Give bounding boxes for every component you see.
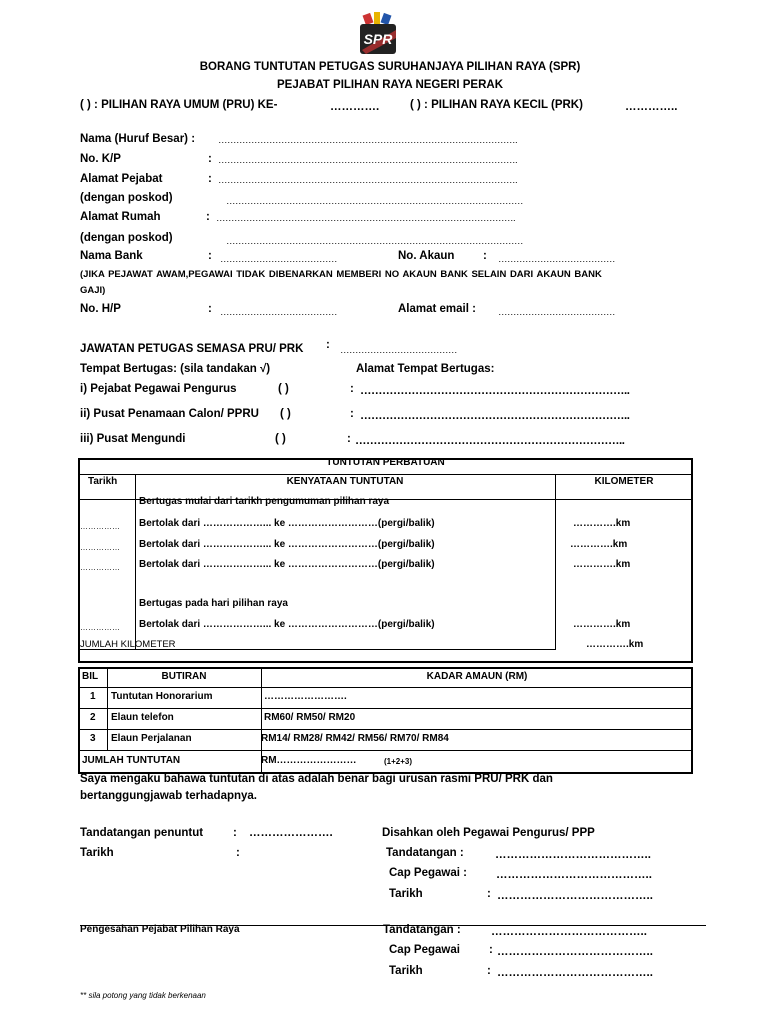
col-kadar: KADAR AMAUN (RM) <box>426 671 528 682</box>
total-km-field[interactable]: ………….km <box>586 639 644 650</box>
rumah-sub-label: (dengan poskod) <box>80 232 173 244</box>
claim-row-2-rate[interactable]: RM60/ RM50/ RM20 <box>264 712 356 723</box>
spr-logo <box>356 10 400 58</box>
ppp-date-colon: : <box>487 888 491 900</box>
kp-field[interactable]: ………………………………………………………………………………………. <box>218 155 518 166</box>
prk-label: ( ) : PILIHAN RAYA KECIL (PRK) <box>410 99 583 111</box>
ppp-signature-field[interactable]: ………………………………….. <box>495 849 651 861</box>
bank-label: Nama Bank <box>80 250 143 262</box>
claim-total-field[interactable]: RM…………………… <box>261 755 357 766</box>
pejabat-field[interactable]: ………………………………………………………………………………………. <box>218 175 518 186</box>
claim-row-1-bil: 1 <box>90 691 96 702</box>
pejabat-label: Alamat Pejabat <box>80 173 163 185</box>
ppr-signature-field[interactable]: ………………………………….. <box>491 926 647 938</box>
travel-row-2-date[interactable]: …………… <box>80 543 120 552</box>
rumah-colon: : <box>206 211 210 223</box>
option-ppru-address[interactable]: ……………………………………………………………….. <box>360 410 630 422</box>
nama-field[interactable]: ………………………………………………………………………………………. <box>218 135 518 146</box>
jawatan-label: JAWATAN PETUGAS SEMASA PRU/ PRK <box>80 343 304 355</box>
claimant-date-label: Tarikh <box>80 847 114 859</box>
col-butiran: BUTIRAN <box>161 671 207 682</box>
akaun-colon: : <box>483 250 487 262</box>
claim-row-2-item: Elaun telefon <box>111 712 174 723</box>
option-pejabat-label: i) Pejabat Pegawai Pengurus <box>80 383 237 395</box>
travel-row-1-date[interactable]: …………… <box>80 522 120 531</box>
pejabat-sub-label: (dengan poskod) <box>80 192 173 204</box>
option-ppru-label: ii) Pusat Penamaan Calon/ PPRU <box>80 408 259 420</box>
travel-row-3-km[interactable]: ………….km <box>573 559 631 570</box>
bank-note: (JIKA PEJAWAT AWAM,PEGAWAI TIDAK DIBENARKAN MEMBERI NO AKAUN BANK SELAIN DARI AKAUN BANK <box>80 269 602 280</box>
option-ppru-colon: : <box>350 408 354 420</box>
ppr-cap-label: Cap Pegawai <box>389 944 460 956</box>
travel-row-4-text[interactable]: Bertolak dari ………………... ke ………………………(pergi/balik) <box>139 619 435 630</box>
nama-label: Nama (Huruf Besar) : <box>80 133 196 145</box>
claimant-signature-field[interactable]: …………………. <box>249 827 333 839</box>
option-pejabat-address[interactable]: ……………………………………………………………….. <box>360 385 630 397</box>
claim-row-3-bil: 3 <box>90 733 96 744</box>
email-field[interactable]: ………………………………… <box>498 307 615 318</box>
ppp-date-label: Tarikh <box>389 888 423 900</box>
col-kenyataan: KENYATAAN TUNTUTAN <box>286 476 404 487</box>
travel-row-2-km[interactable]: ………….km <box>570 539 628 550</box>
option-mengundi-colon: : <box>347 433 351 445</box>
rumah-field[interactable]: ………………………………………………………………………………………. <box>216 213 516 224</box>
form-subtitle: PEJABAT PILIHAN RAYA NEGERI PERAK <box>277 79 503 91</box>
travel-row-2-text[interactable]: Bertolak dari ………………... ke ………………………(pergi/balik) <box>139 539 435 550</box>
footnote: ** sila potong yang tidak berkenaan <box>80 991 206 1000</box>
rumah-field-2[interactable]: ……………………………………………………………………………………… <box>226 236 523 247</box>
bank-colon: : <box>208 250 212 262</box>
option-mengundi-label: iii) Pusat Mengundi <box>80 433 186 445</box>
ppr-cap-field[interactable]: ………………………………….. <box>497 946 653 958</box>
rumah-label: Alamat Rumah <box>80 211 161 223</box>
ppp-cap-label: Cap Pegawai : <box>389 867 467 879</box>
pejabat-colon: : <box>208 173 212 185</box>
claim-row-1-item: Tuntutan Honorarium <box>111 691 213 702</box>
hp-colon: : <box>208 303 212 315</box>
akaun-field[interactable]: ………………………………… <box>498 254 615 265</box>
hp-field[interactable]: ………………………………… <box>220 307 337 318</box>
ppp-date-field[interactable]: ………………………………….. <box>497 890 653 902</box>
travel-row-3-text[interactable]: Bertolak dari ………………... ke ………………………(pergi/balik) <box>139 559 435 570</box>
option-pejabat-colon: : <box>350 383 354 395</box>
travel-row-4-date[interactable]: …………… <box>80 623 120 632</box>
claim-row-3-item: Elaun Perjalanan <box>111 733 192 744</box>
bank-field[interactable]: ………………………………… <box>220 254 337 265</box>
claim-row-3-rate[interactable]: RM14/ RM28/ RM42/ RM56/ RM70/ RM84 <box>261 733 449 744</box>
ppp-signature-label: Tandatangan : <box>386 847 464 859</box>
pengesahan-label: Pengesahan Pejabat Pilihan Raya <box>80 924 240 935</box>
travel-row-3-date[interactable]: …………… <box>80 563 120 572</box>
ppp-cap-field[interactable]: ………………………………….. <box>496 869 652 881</box>
ppr-date-label: Tarikh <box>389 965 423 977</box>
kp-label: No. K/P <box>80 153 121 165</box>
claimant-signature-label: Tandatangan penuntut <box>80 827 204 839</box>
ppr-cap-colon: : <box>489 944 493 956</box>
declaration-line-1: Saya mengaku bahawa tuntutan di atas adalah benar bagi urusan rasmi PRU/ PRK dan <box>80 773 553 785</box>
option-pejabat-checkbox[interactable]: ( ) <box>278 383 289 395</box>
akaun-label: No. Akaun <box>398 250 455 262</box>
jawatan-field[interactable]: ………………………………… <box>340 345 457 356</box>
jawatan-colon: : <box>326 339 330 351</box>
hp-label: No. H/P <box>80 303 121 315</box>
claim-row-1-rate[interactable]: ……………………. <box>264 691 347 702</box>
ppr-date-colon: : <box>487 965 491 977</box>
pejabat-field-2[interactable]: ……………………………………………………………………………………… <box>226 196 523 207</box>
col-kilometer: KILOMETER <box>594 476 654 487</box>
kp-colon: : <box>208 153 212 165</box>
travel-section-2: Bertugas pada hari pilihan raya <box>139 598 288 609</box>
declaration-line-2: bertanggungjawab terhadapnya. <box>80 790 257 802</box>
disahkan-label: Disahkan oleh Pegawai Pengurus/ PPP <box>382 827 595 839</box>
svg-text:SPR: SPR <box>363 31 393 47</box>
pru-label: ( ) : PILIHAN RAYA UMUM (PRU) KE- <box>80 99 278 111</box>
travel-row-1-km[interactable]: ………….km <box>573 518 631 529</box>
claimant-date-colon: : <box>236 847 240 859</box>
claim-total-label: JUMLAH TUNTUTAN <box>82 755 181 766</box>
email-label: Alamat email : <box>398 303 476 315</box>
col-tarikh: Tarikh <box>88 476 118 487</box>
form-title: BORANG TUNTUTAN PETUGAS SURUHANJAYA PILIHAN RAYA (SPR) <box>199 61 581 73</box>
travel-row-4-km[interactable]: ………….km <box>573 619 631 630</box>
prk-field[interactable]: ………….. <box>625 101 678 113</box>
option-ppru-checkbox[interactable]: ( ) <box>280 408 291 420</box>
travel-title: TUNTUTAN PERBATUAN <box>326 457 445 468</box>
pru-field[interactable]: …………. <box>330 101 380 113</box>
col-bil: BIL <box>82 671 99 682</box>
bank-note-2: GAJI) <box>80 285 106 296</box>
ppr-date-field[interactable]: ………………………………….. <box>497 967 653 979</box>
ppr-signature-label: Tandatangan : <box>383 924 461 936</box>
total-km-label: JUMLAH KILOMETER <box>80 639 176 650</box>
travel-row-1-text[interactable]: Bertolak dari ………………... ke ………………………(pergi/balik) <box>139 518 435 529</box>
tempat-label: Tempat Bertugas: (sila tandakan √) <box>80 363 271 375</box>
claimant-signature-colon: : <box>233 827 237 839</box>
option-mengundi-checkbox[interactable]: ( ) <box>275 433 286 445</box>
travel-section-1: Bertugas mulai dari tarikh pengumuman pilihan raya <box>139 496 390 507</box>
claim-total-note: (1+2+3) <box>384 757 413 766</box>
option-mengundi-address[interactable]: ……………………………………………………………….. <box>355 435 625 447</box>
claim-row-2-bil: 2 <box>90 712 96 723</box>
alamat-tempat-label: Alamat Tempat Bertugas: <box>356 363 495 375</box>
